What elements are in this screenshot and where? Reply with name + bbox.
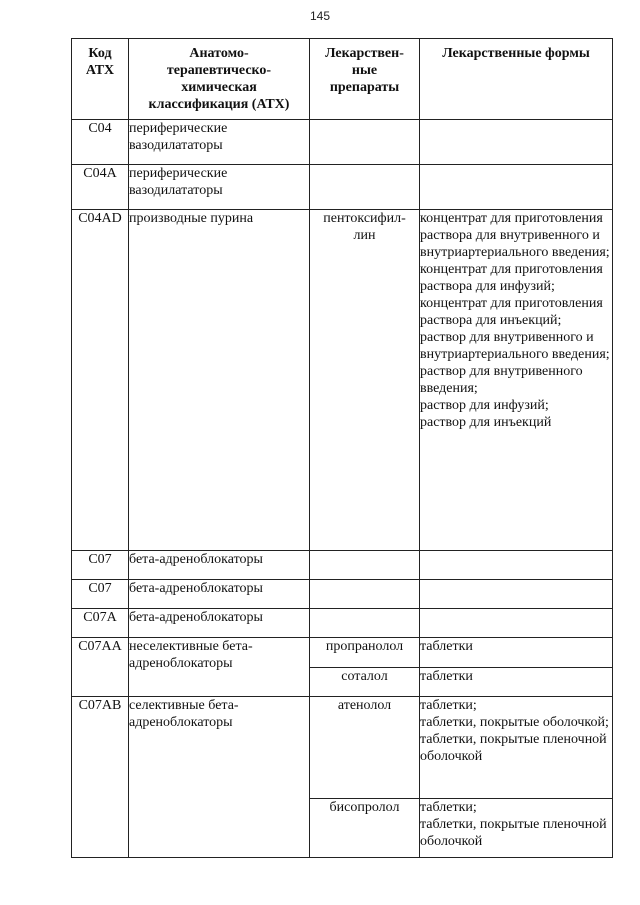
dosage-forms-cell bbox=[420, 551, 613, 580]
dosage-forms-cell bbox=[420, 120, 613, 165]
dosage-forms-cell bbox=[420, 210, 613, 551]
header-forms: Лекарственные формы bbox=[420, 39, 613, 120]
classification-cell: бета-адреноблокаторы bbox=[129, 609, 310, 638]
dosage-forms-cell bbox=[420, 609, 613, 638]
dosage-form-item: таблетки, покрытые пленочной оболочкой bbox=[420, 732, 607, 764]
dosage-form-item: таблетки, покрытые пленочной оболочкой bbox=[420, 817, 607, 849]
header-drugs: Лекарствен- ные препараты bbox=[310, 39, 420, 120]
drug-name-cell bbox=[310, 551, 420, 580]
table-row bbox=[72, 697, 613, 799]
dosage-forms-cell bbox=[420, 799, 613, 858]
dosage-forms-cell bbox=[420, 668, 613, 697]
header-classification: Анатомо- терапевтическо- химическая классификация (АТХ) bbox=[129, 39, 310, 120]
drug-name-cell bbox=[310, 580, 420, 609]
classification-cell: неселективные бета-адреноблокаторы bbox=[129, 638, 310, 697]
dosage-form-item: таблетки; bbox=[420, 800, 477, 815]
classification-cell: селективные бета-адреноблокаторы bbox=[129, 697, 310, 858]
classification-cell: бета-адреноблокаторы bbox=[129, 580, 310, 609]
dosage-form-item: раствор для инъекций bbox=[420, 415, 552, 430]
header-code: Код АТХ bbox=[72, 39, 129, 120]
atc-classification-table bbox=[71, 38, 613, 858]
atc-code-cell: C07AA bbox=[72, 638, 129, 697]
dosage-form-item: концентрат для приготовления раствора для инъекций; bbox=[420, 296, 603, 328]
table-row bbox=[72, 609, 613, 638]
drug-name-cell: атенолол bbox=[310, 697, 420, 799]
drug-name-cell: соталол bbox=[310, 668, 420, 697]
classification-cell: периферические вазодилататоры bbox=[129, 165, 310, 210]
dosage-form-item: таблетки; bbox=[420, 698, 477, 713]
classification-cell: производные пурина bbox=[129, 210, 310, 551]
drug-name-cell bbox=[310, 165, 420, 210]
atc-code-cell: C07 bbox=[72, 551, 129, 580]
dosage-forms-cell bbox=[420, 697, 613, 799]
table-row bbox=[72, 210, 613, 551]
dosage-forms-cell bbox=[420, 580, 613, 609]
atc-code-cell: C07A bbox=[72, 609, 129, 638]
table-body bbox=[72, 120, 613, 858]
atc-code-cell: C07 bbox=[72, 580, 129, 609]
drug-name-cell: пропранолол bbox=[310, 638, 420, 668]
dosage-form-item: раствор для внутривенного и внутриартериального введения; bbox=[420, 330, 610, 362]
dosage-forms-cell bbox=[420, 165, 613, 210]
dosage-form-item: раствор для внутривенного введения; bbox=[420, 364, 583, 396]
drug-name-cell bbox=[310, 120, 420, 165]
table-header-row bbox=[72, 39, 613, 120]
drug-name-cell bbox=[310, 609, 420, 638]
atc-code-cell: C04AD bbox=[72, 210, 129, 551]
dosage-form-item: таблетки bbox=[420, 639, 473, 654]
dosage-forms-cell bbox=[420, 638, 613, 668]
atc-code-cell: C04 bbox=[72, 120, 129, 165]
drug-name-cell: пентоксифил- лин bbox=[310, 210, 420, 551]
page-number: 145 bbox=[309, 9, 331, 23]
dosage-form-item: таблетки, покрытые оболочкой; bbox=[420, 715, 609, 730]
classification-cell: периферические вазодилататоры bbox=[129, 120, 310, 165]
table-row bbox=[72, 551, 613, 580]
atc-code-cell: C07AB bbox=[72, 697, 129, 858]
drug-name-cell: бисопролол bbox=[310, 799, 420, 858]
table-row bbox=[72, 120, 613, 165]
dosage-form-item: раствор для инфузий; bbox=[420, 398, 549, 413]
dosage-form-item: концентрат для приготовления раствора для внутривенного и внутриартериального введения; bbox=[420, 211, 610, 260]
table-row bbox=[72, 580, 613, 609]
dosage-form-item: концентрат для приготовления раствора для инфузий; bbox=[420, 262, 603, 294]
atc-code-cell: C04A bbox=[72, 165, 129, 210]
table-row bbox=[72, 165, 613, 210]
dosage-form-item: таблетки bbox=[420, 669, 473, 684]
table-row bbox=[72, 638, 613, 668]
classification-cell: бета-адреноблокаторы bbox=[129, 551, 310, 580]
